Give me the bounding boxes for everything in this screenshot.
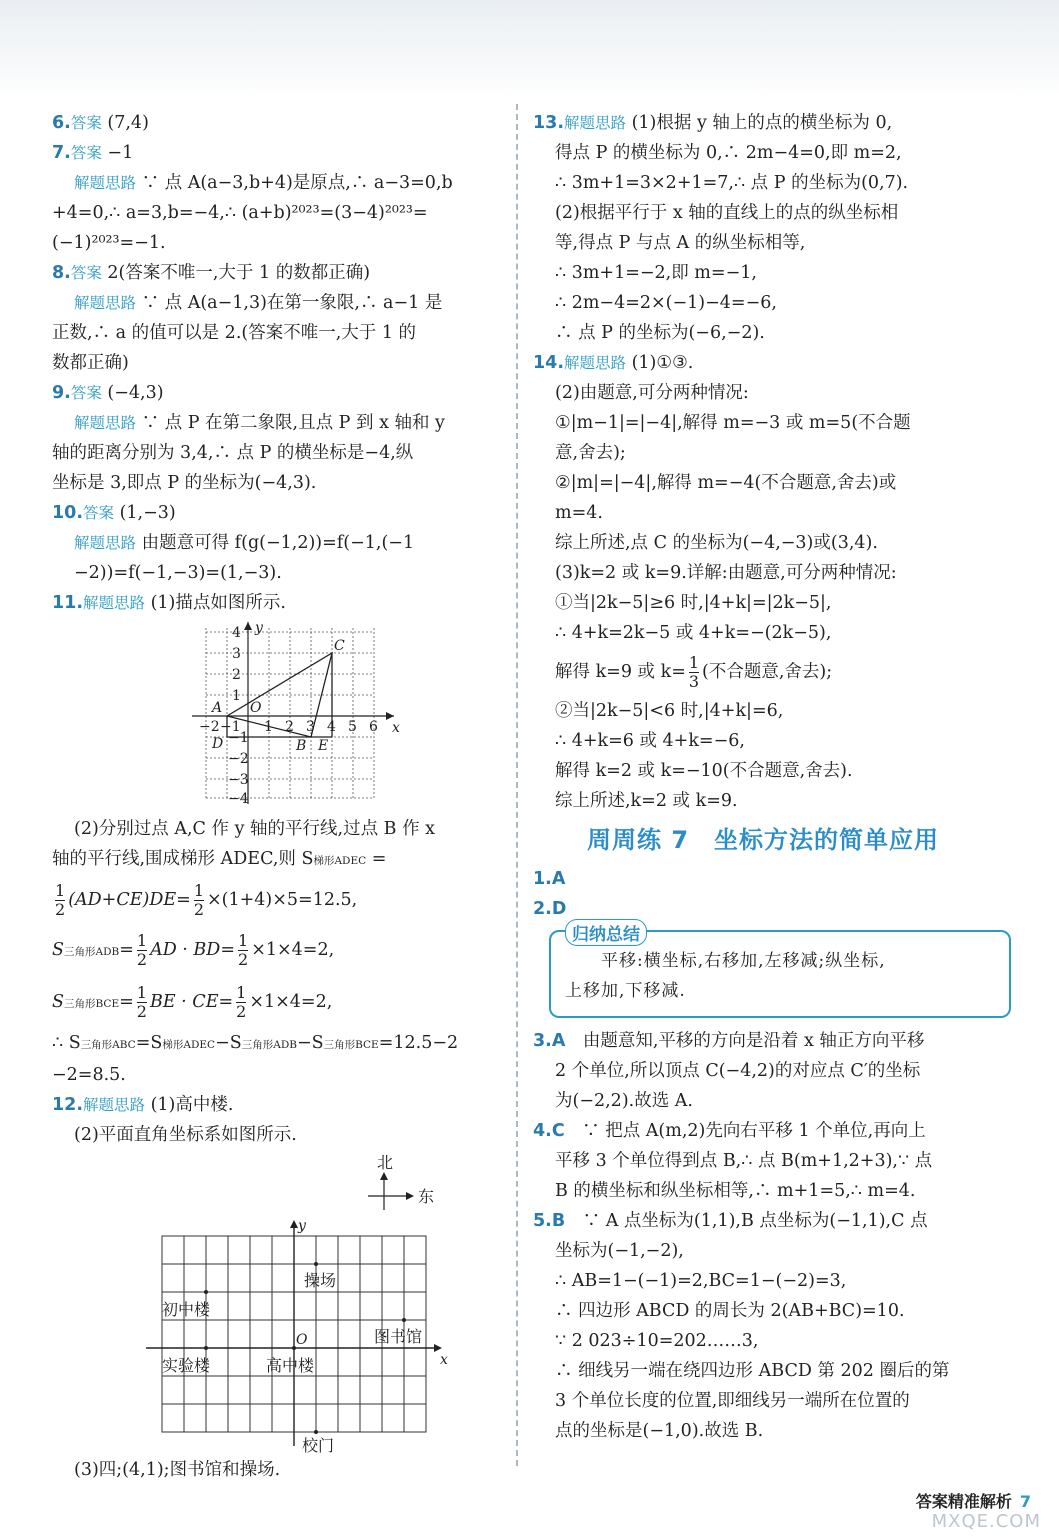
q7-answer: 7.答案 −1 <box>52 143 134 163</box>
q14-line14: 解得 k=2 或 k=−10(不合题意,舍去). <box>555 761 853 781</box>
q13-line4: (2)根据平行于 x 轴的直线上的点的纵坐标相 <box>555 203 899 223</box>
q11-line6: ∴ S三角形ABC=S梯形ADEC−S三角形ADB−S三角形BCE=12.5−2 <box>52 1033 459 1053</box>
y-tick: −4 <box>228 791 249 807</box>
q11-line1: (2)分别过点 A,C 作 y 轴的平行线,过点 B 作 x <box>74 819 435 839</box>
q14-line1: 14.解题思路 (1)①③. <box>533 353 694 373</box>
x-tick: 5 <box>348 719 357 735</box>
summary-box <box>549 925 1011 1018</box>
x-axis-label: x <box>392 720 400 736</box>
q11-line5: S三角形BCE= $\frac{1}{2}$ BE · CE= $\frac{1}{2}$ ×1×4=2, <box>52 983 333 1021</box>
q14-line2: (2)由题意,可分两种情况: <box>555 383 749 403</box>
right-column <box>533 108 993 1446</box>
q9-line2: 轴的距离分别为 3,4,∴ 点 P 的横坐标是−4,纵 <box>52 443 414 463</box>
q5-line8: 点的坐标是(−1,0).故选 B. <box>555 1421 764 1441</box>
q9-answer: 9.答案 (−4,3) <box>52 383 164 403</box>
summary-line2: 上移加,下移减. <box>565 981 686 1001</box>
q12-head: 12.解题思路 (1)高中楼. <box>52 1095 234 1115</box>
y-tick: −3 <box>228 772 249 788</box>
q13-line1: 13.解题思路 (1)根据 y 轴上的点的横坐标为 0, <box>533 113 893 133</box>
left-column <box>52 108 504 1485</box>
map-origin-label: O <box>296 1332 308 1348</box>
q9-line3: 坐标是 3,即点 P 的坐标为(−4,3). <box>52 473 317 493</box>
coordinate-figure-1 <box>52 620 504 810</box>
q5-line6: ∴ 细线另一端在绕四边形 ABCD 第 202 圈后的第 <box>555 1361 950 1381</box>
q8-answer: 8.答案 2(答案不唯一,大于 1 的数都正确) <box>52 263 371 283</box>
q5-line1: 5.B ∵ A 点坐标为(1,1),B 点坐标为(−1,1),C 点 <box>533 1211 928 1231</box>
q11-line3: $\frac{1}{2}$ (AD+CE)DE= $\frac{1}{2}$ ×(1+4)×5=12.5, <box>55 881 358 919</box>
y-tick: 2 <box>232 667 241 683</box>
q14-line8: (3)k=2 或 k=9.详解:由题意,可分两种情况: <box>555 563 897 583</box>
fraction: $\frac{1}{2}$ <box>136 931 148 969</box>
fraction: $\frac{1}{2}$ <box>238 931 249 969</box>
q14-line10: ∴ 4+k=2k−5 或 4+k=−(2k−5), <box>555 623 832 643</box>
x-tick: −2 <box>199 719 220 735</box>
q8-line2: 正数,∴ a 的值可以是 2.(答案不唯一,大于 1 的 <box>52 323 417 343</box>
q13-line6: ∴ 3m+1=−2,即 m=−1, <box>555 263 757 283</box>
q5-line4: ∴ 四边形 ABCD 的周长为 2(AB+BC)=10. <box>555 1301 905 1321</box>
q11-head: 11.解题思路 (1)描点如图所示. <box>52 593 286 613</box>
fraction: $\frac{1}{2}$ <box>55 881 66 919</box>
fraction: $\frac{1}{3}$ <box>688 653 700 691</box>
place-playground: 操场 <box>304 1271 337 1290</box>
q13-line7: ∴ 2m−4=2×(−1)−4=−6, <box>555 293 777 313</box>
q7-line3: (−1)²⁰²³=−1. <box>52 233 166 253</box>
section-title: 周周练 7 坐标方法的简单应用 <box>586 826 940 854</box>
q13-line2: 得点 P 的横坐标为 0,∴ 2m−4=0,即 m=2, <box>555 143 902 163</box>
q14-line6: m=4. <box>555 503 603 523</box>
q11-line4: S三角形ADB= $\frac{1}{2}$ AD · BD= $\frac{1}{2}$ ×1×4=2, <box>52 931 335 969</box>
q14-line15: 综上所述,k=2 或 k=9. <box>555 791 738 811</box>
point-label-c: C <box>334 638 345 654</box>
q4-line2: 平移 3 个单位得到点 B,∴ 点 B(m+1,2+3),∵ 点 <box>555 1151 933 1171</box>
answer-2: 2.D <box>533 899 567 919</box>
column-divider <box>516 104 518 1466</box>
q8-line1: 解题思路 ∵ 点 A(a−1,3)在第一象限,∴ a−1 是 <box>74 293 443 313</box>
answer-1: 1.A <box>533 869 566 889</box>
north-label: 北 <box>377 1153 394 1172</box>
map-x-label: x <box>440 1352 448 1368</box>
top-band <box>0 0 1059 100</box>
q14-line3: ①|m−1|=|−4|,解得 m=−3 或 m=5(不合题 <box>555 413 911 433</box>
east-label: 东 <box>418 1187 435 1206</box>
q8-line3: 数都正确) <box>52 353 129 373</box>
q4-line1: 4.C ∵ 把点 A(m,2)先向右平移 1 个单位,再向上 <box>533 1121 926 1141</box>
q14-line9: ①当|2k−5|≥6 时,|4+k|=|2k−5|, <box>555 593 832 613</box>
q10-line2: −2))=f(−1,−3)=(1,−3). <box>74 563 282 583</box>
q13-line8: ∴ 点 P 的坐标为(−6,−2). <box>555 323 765 343</box>
q5-line3: ∴ AB=1−(−1)=2,BC=1−(−2)=3, <box>555 1271 847 1291</box>
q14-line5: ②|m|=|−4|,解得 m=−4(不合题意,舍去)或 <box>555 473 897 493</box>
q5-line7: 3 个单位长度的位置,即细线另一端所在位置的 <box>555 1391 910 1411</box>
x-tick: 4 <box>327 719 336 735</box>
y-axis-label: y <box>255 620 263 636</box>
y-tick: 1 <box>232 688 241 704</box>
fraction: $\frac{1}{2}$ <box>136 983 147 1021</box>
fraction: $\frac{1}{2}$ <box>236 983 247 1021</box>
q12-line1: (2)平面直角坐标系如图所示. <box>74 1125 297 1145</box>
footer-label: 答案精准解析 <box>915 1492 1012 1511</box>
summary-tag: 归纳总结 <box>565 919 647 946</box>
q14-line12: ②当|2k−5|<6 时,|4+k|=6, <box>555 701 784 721</box>
q14-line13: ∴ 4+k=6 或 4+k=−6, <box>555 731 745 751</box>
q10-answer: 10.答案 (1,−3) <box>52 503 176 523</box>
school-map-figure <box>52 1150 504 1455</box>
watermark: MXQE.COM <box>931 1511 1041 1532</box>
q3-line3: 为(−2,2).故选 A. <box>555 1091 693 1111</box>
q7-line2: +4=0,∴ a=3,b=−4,∴ (a+b)²⁰²³=(3−4)²⁰²³= <box>52 203 428 223</box>
summary-line1: 平移:横坐标,右移加,左移减;纵坐标, <box>565 951 886 971</box>
x-tick: 6 <box>369 719 378 735</box>
q3-line2: 2 个单位,所以顶点 C(−4,2)的对应点 C′的坐标 <box>555 1061 921 1081</box>
origin-label: O <box>250 700 262 716</box>
map-y-label: y <box>298 1218 306 1234</box>
q13-line3: ∴ 3m+1=3×2+1=7,∴ 点 P 的坐标为(0,7). <box>555 173 909 193</box>
q5-line5: ∵ 2 023÷10=202……3, <box>555 1331 759 1351</box>
y-tick: −2 <box>228 751 249 767</box>
x-tick: 1 <box>264 719 273 735</box>
place-school-gate: 校门 <box>302 1436 335 1455</box>
q9-line1: 解题思路 ∵ 点 P 在第二象限,且点 P 到 x 轴和 y <box>74 413 445 433</box>
point-label-a: A <box>212 700 223 716</box>
x-tick: −1 <box>220 719 241 735</box>
y-tick: −1 <box>228 730 249 746</box>
y-tick: 4 <box>232 625 241 641</box>
x-tick: 3 <box>306 719 315 735</box>
place-senior-building: 高中楼 <box>266 1356 315 1375</box>
q11-line2: 轴的平行线,围成梯形 ADEC,则 S梯形ADEC = <box>52 849 387 869</box>
place-lab-building: 实验楼 <box>162 1356 211 1375</box>
point-label-e: E <box>318 738 329 754</box>
point-label-b: B <box>296 738 307 754</box>
q14-line11: 解得 k=9 或 k= $\frac{1}{3}$ (不合题意,舍去); <box>555 653 833 691</box>
q13-line5: 等,得点 P 与点 A 的纵坐标相等, <box>555 233 806 253</box>
q12-line2: (3)四;(4,1);图书馆和操场. <box>74 1460 281 1480</box>
q6: 6.答案 (7,4) <box>52 113 149 133</box>
point-label-d: D <box>212 736 224 752</box>
q11-line7: −2=8.5. <box>52 1065 126 1085</box>
q3-line1: 3.A 由题意知,平移的方向是沿着 x 轴正方向平移 <box>533 1031 925 1051</box>
q4-line3: B 的横坐标和纵坐标相等,∴ m+1=5,∴ m=4. <box>555 1181 916 1201</box>
fraction: $\frac{1}{2}$ <box>193 881 204 919</box>
place-library: 图书馆 <box>374 1327 423 1346</box>
footer <box>916 1489 1031 1512</box>
x-tick: 2 <box>285 719 294 735</box>
q10-line1: 解题思路 由题意可得 f(g(−1,2))=f(−1,(−1 <box>74 533 415 553</box>
q14-line4: 意,舍去); <box>555 443 626 463</box>
page-number: 7 <box>1019 1492 1031 1511</box>
place-junior-building: 初中楼 <box>162 1300 211 1319</box>
q7-line1: 解题思路 ∵ 点 A(a−3,b+4)是原点,∴ a−3=0,b <box>74 173 453 193</box>
q14-line7: 综上所述,点 C 的坐标为(−4,−3)或(3,4). <box>555 533 878 553</box>
y-tick: 3 <box>232 646 241 662</box>
q5-line2: 坐标为(−1,−2), <box>555 1241 684 1261</box>
